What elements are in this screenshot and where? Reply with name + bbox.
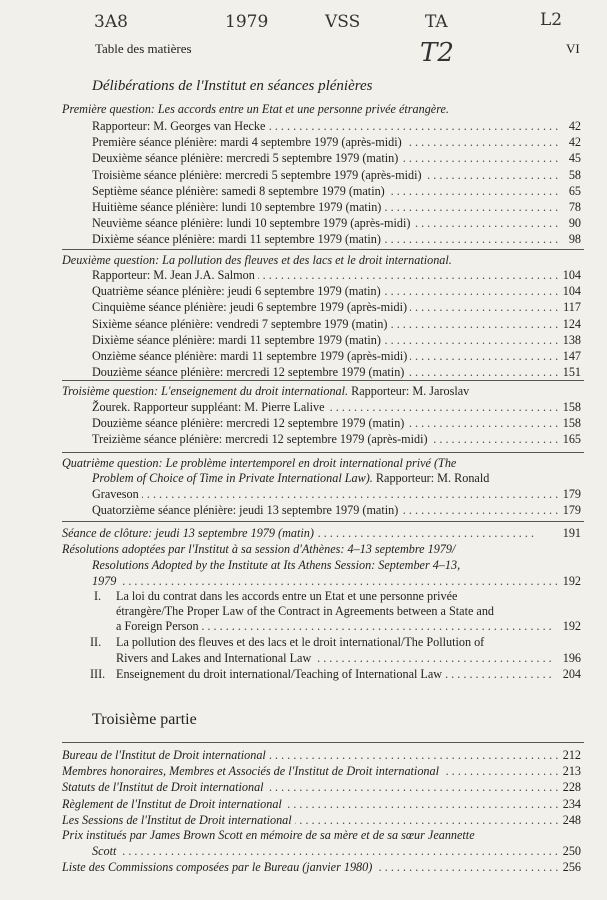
toc-entry (92, 486, 558, 502)
q2-title: Deuxième question: La pollution des fleuves et des lacs et le droit international. (62, 253, 452, 267)
toc-entry-page: 98 (568, 232, 581, 247)
toc-entry-label: Règlement de l'Institut de Droit international (62, 797, 285, 811)
toc-entry-page: 213 (562, 764, 581, 779)
toc-entry-page: 179 (562, 487, 581, 501)
toc-entry-label: Onzième séance plénière: mardi 11 septembre 1979 (après-midi) (92, 349, 410, 363)
handwritten-note-3: VSS (325, 12, 361, 32)
liste-entry: . . . Liste des Commissions composées par le Bureau (janvier 1980) (62, 859, 558, 875)
toc-entry-label: Cinquième séance plénière: jeudi 6 septembre 1979 (après-midi) (92, 300, 410, 314)
toc-entry (92, 150, 558, 166)
toc-entry-label: Huitième séance plénière: lundi 10 septembre 1979 (matin) (92, 200, 384, 214)
toc-entry-page: 58 (568, 167, 581, 182)
toc-entry-page: 117 (563, 300, 581, 315)
handwritten-note-4: TA (425, 12, 448, 32)
divider (62, 742, 584, 743)
divider (62, 521, 584, 522)
toc-entry-label: Rapporteur: M. Jean J.A. Salmon (92, 268, 258, 282)
toc-entry-label: Troisième séance plénière: mercredi 5 septembre 1979 (après-midi) (92, 168, 425, 182)
prix-line1: Prix institués par James Brown Scott en mémoire de sa mère et de sa sœur Jeannette (62, 828, 475, 842)
toc-entry-page: 234 (562, 796, 581, 811)
toc-entry (92, 215, 558, 231)
toc-entry-page: 212 (562, 748, 581, 762)
res-item-page: 196 (562, 651, 581, 665)
toc-entry-page: 228 (562, 780, 581, 795)
toc-entry-page: 151 (562, 365, 581, 380)
toc-entry (92, 199, 558, 215)
toc-entry (62, 747, 558, 763)
toc-entry-label: Bureau de l'Institut de Droit international (62, 748, 269, 762)
toc-entry (92, 283, 558, 299)
toc-entry-page: 65 (568, 183, 581, 198)
toc-entry (92, 332, 558, 348)
toc-entry-label: Neuvième séance plénière: lundi 10 septembre 1979 (après-midi) (92, 216, 413, 230)
toc-entry-label: Douzième séance plénière: mercredi 12 septembre 1979 (matin) (92, 365, 407, 379)
res-item-line: La pollution des fleuves et des lacs et le droit international/The Pollution of (116, 635, 485, 649)
resolutions-line3: . . . 1979 (92, 573, 558, 589)
toc-entry (92, 267, 558, 283)
part-title: Troisième partie (92, 711, 197, 728)
toc-entry-page: 104 (562, 284, 581, 299)
res-item-page: 192 (562, 619, 581, 633)
handwritten-note-6: T2 (420, 38, 454, 68)
toc-entry-page: 179 (562, 503, 581, 518)
res-item-num: III. (90, 667, 106, 681)
toc-entry (92, 348, 558, 364)
toc-entry-label: Treizième séance plénière: mercredi 12 septembre 1979 (après-midi) (92, 432, 431, 446)
toc-entry-page: 147 (562, 349, 581, 363)
q4-title-line2: Problem of Choice of Time in Private International Law). Rapporteur: M. Ronald (92, 471, 490, 485)
toc-entry-page: 138 (562, 332, 581, 347)
toc-entry (92, 502, 558, 518)
toc-entry-label: Dixième séance plénière: mardi 11 septembre 1979 (matin) (92, 333, 384, 347)
toc-entry (92, 415, 558, 431)
divider (62, 249, 584, 250)
toc-entry-label: Membres honoraires, Membres et Associés de l'Institut de Droit international (62, 764, 442, 778)
toc-entry-label: Sixième séance plénière: vendredi 7 septembre 1979 (matin) (92, 317, 390, 331)
liste-page: 256 (562, 860, 581, 874)
toc-entry-label: Rapporteur: M. Georges van Hecke (92, 119, 268, 133)
toc-entry (62, 779, 558, 795)
toc-entry (62, 796, 558, 812)
section-title: Délibérations de l'Institut en séances plénières (92, 78, 373, 94)
resolutions-line1: Résolutions adoptées par l'Institut à sa session d'Athènes: 4–13 septembre 1979/ (62, 542, 456, 556)
toc-entry-page: 42 (568, 135, 581, 150)
toc-entry-page: 158 (562, 400, 581, 414)
handwritten-note-5: L2 (540, 10, 563, 30)
toc-entry-label: Quatrième séance plénière: jeudi 6 septembre 1979 (matin) (92, 284, 384, 298)
divider (62, 452, 584, 453)
toc-entry (92, 134, 558, 150)
res-item-num: I. (94, 589, 102, 603)
toc-entry-page: 45 (568, 151, 581, 166)
cloture-page: 191 (562, 526, 581, 540)
res-item-line: . . . Enseignement du droit international/Teaching of International Law (116, 666, 554, 682)
resolutions-line2: Resolutions Adopted by the Institute at Its Athens Session: September 4–13, (92, 558, 461, 572)
toc-entry (92, 316, 558, 332)
toc-entry-label: Septième séance plénière: samedi 8 septembre 1979 (matin) (92, 184, 388, 198)
res-item-line: . . . a Foreign Person (116, 618, 554, 634)
toc-entry (92, 118, 558, 134)
toc-entry (92, 431, 558, 447)
toc-entry (62, 763, 558, 779)
prix-line2: . . . Scott (92, 843, 558, 859)
toc-entry-label: Première séance plénière: mardi 4 septembre 1979 (après-midi) (92, 135, 405, 149)
toc-entry-page: 158 (562, 416, 581, 431)
toc-entry-label: Statuts de l'Institut de Droit international (62, 780, 267, 794)
toc-entry (92, 299, 558, 315)
cloture-entry: . . . Séance de clôture: jeudi 13 septembre 1979 (matin) (62, 525, 538, 541)
q3-title: Troisième question: L'enseignement du droit international. Rapporteur: M. Jaroslav (62, 384, 470, 398)
toc-entry-label: Graveson (92, 487, 142, 501)
page-number: VI (566, 41, 580, 56)
toc-entry-label: Žourek. Rapporteur suppléant: M. Pierre Lalive (92, 400, 328, 414)
toc-entry-page: 165 (562, 432, 581, 447)
res-item-page: 204 (562, 667, 581, 681)
toc-entry-label: Les Sessions de l'Institut de Droit international (62, 813, 295, 827)
handwritten-note-1: 3A8 (94, 12, 128, 32)
running-header: Table des matières (95, 41, 192, 56)
toc-entry-page: 104 (562, 268, 581, 282)
toc-entry-page: 90 (568, 216, 581, 231)
res-item-line: étrangère/The Proper Law of the Contract in Agreements between a State and (116, 604, 495, 618)
prix-page: 250 (562, 844, 581, 858)
toc-entry-page: 248 (562, 812, 581, 827)
toc-entry-label: Dixième séance plénière: mardi 11 septembre 1979 (matin) (92, 232, 384, 246)
toc-entry-page: 124 (562, 316, 581, 331)
toc-entry-page: 42 (568, 119, 581, 133)
res-item-line: . . . Rivers and Lakes and International Law (116, 650, 554, 666)
toc-entry (92, 183, 558, 199)
toc-entry-page: 78 (568, 200, 581, 214)
toc-entry (92, 364, 558, 380)
toc-entry (92, 167, 558, 183)
toc-entry-label: Deuxième séance plénière: mercredi 5 septembre 1979 (matin) (92, 151, 401, 165)
q1-title: Première question: Les accords entre un Etat et une personne privée étrangère. (62, 102, 449, 116)
res-item-num: II. (90, 635, 102, 649)
toc-entry (62, 812, 558, 828)
res-item-line: La loi du contrat dans les accords entre un Etat et une personne privée (116, 589, 458, 603)
handwritten-note-2: 1979 (225, 12, 269, 32)
toc-entry (92, 399, 558, 415)
q4-title-line1: Quatrième question: Le problème intertemporel en droit international privé (The (62, 456, 457, 470)
resolutions-page: 192 (562, 574, 581, 588)
divider (62, 380, 584, 381)
toc-entry (92, 231, 558, 247)
toc-entry-label: Quatorzième séance plénière: jeudi 13 septembre 1979 (matin) (92, 503, 401, 517)
toc-entry-label: Douzième séance plénière: mercredi 12 septembre 1979 (matin) (92, 416, 407, 430)
